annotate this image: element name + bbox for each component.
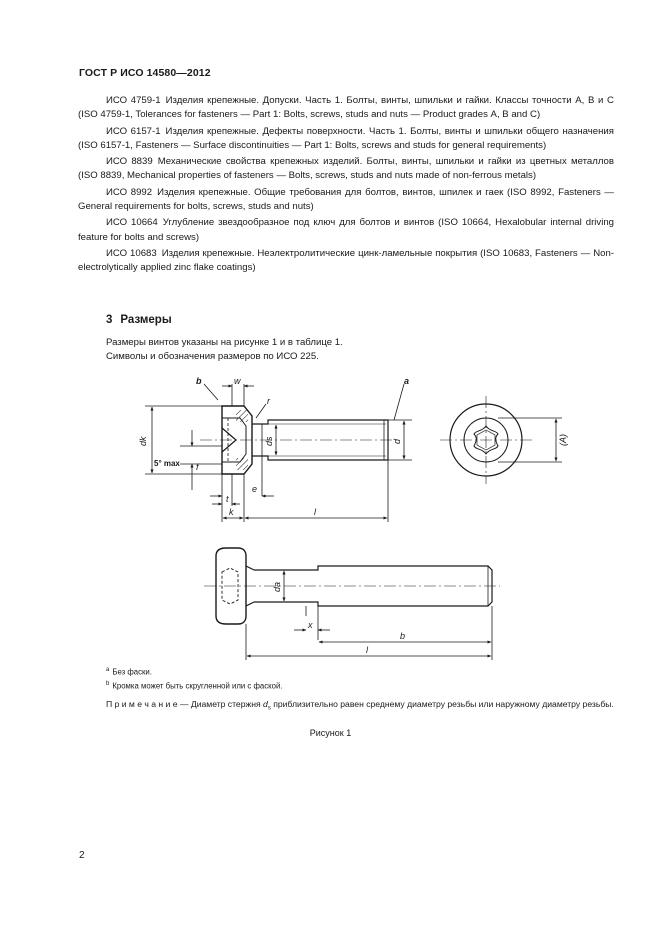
paragraph: Символы и обозначения размеров по ИСО 225. <box>106 351 319 362</box>
paragraph: Размеры винтов указаны на рисунке 1 и в таблице 1. <box>106 337 343 348</box>
figure-note <box>78 697 614 716</box>
dimension-lines-lower <box>246 571 492 660</box>
reference-text: Изделия крепежные. Неэлектролитические цинк-ламельные покрытия (ISO 10683, Fasteners — Non-electrolytically applied zinc flake coatings) <box>78 247 614 274</box>
reference-code: ИСО 10664 <box>106 217 158 229</box>
note-text-after: приблизительно равен среднему диаметру резьбы или наружному диаметру резьбы. <box>273 699 614 709</box>
dimension-lines-upper <box>145 384 412 522</box>
label-r: r <box>267 396 270 406</box>
footnote <box>106 667 152 677</box>
reference-code: ИСО 8992 <box>106 186 153 198</box>
footnote-text: Кромка может быть скругленной или с фаской. <box>112 681 283 691</box>
screw-end-view <box>440 396 562 484</box>
label-f: f <box>196 462 199 472</box>
section-number: 3 <box>106 314 113 326</box>
footnote-mark: b <box>106 681 110 687</box>
document-header: ГОСТ Р ИСО 14580—2012 <box>79 67 211 79</box>
note-symbol: d <box>263 699 268 709</box>
reference-text: Изделия крепежные. Допуски. Часть 1. Болты, винты, шпильки и гайки. Классы точности А, В и С (ISO 4759-1, Tolerances for fasteners — Part 1: Bolts, screws, studs and nuts — Product grades А, В and C) <box>78 95 614 121</box>
footnote-text: Без фаски. <box>112 667 152 677</box>
label-k: k <box>229 507 234 517</box>
label-da: da <box>272 581 282 592</box>
footnote <box>106 681 283 691</box>
reference-code: ИСО 4759-1 <box>106 95 161 106</box>
section-title: Размеры <box>120 314 172 326</box>
reference-code: ИСО 8839 <box>106 156 153 168</box>
label-x: x <box>308 620 313 630</box>
label-l: l <box>314 507 316 517</box>
label-e: e <box>252 484 258 494</box>
label-angle: 5° max <box>154 459 180 468</box>
page-number: 2 <box>79 850 85 861</box>
reference-text: Углубление звездообразное под ключ для болтов и винтов (ISO 10664, Hexalobular internal driving feature for bolts and screws) <box>78 217 614 243</box>
reference-text: Изделия крепежные. Дефекты поверхности. Часть 1. Болты, винты и шпильки общего назначения (ISO 6157-1, Fasteners — Surface discontinuities — Part 1: Bolts, screws and studs for general requirements) <box>78 125 614 151</box>
note-symbol-sub: s <box>267 705 271 712</box>
reference-code: ИСО 6157-1 <box>106 125 161 137</box>
reference-text: Механические свойства крепежных изделий. Болты, винты, шпильки и гайки из цветных металлов (ISO 8839, Mechanical properties of fasteners — Bolts, screws, studs and nuts made of non-ferrous metals) <box>78 156 614 182</box>
label-l-lower: l <box>366 645 368 655</box>
label-ds: ds <box>264 436 274 446</box>
label-A: (A) <box>558 434 568 446</box>
footnote-mark: a <box>106 667 110 673</box>
label-d: d <box>392 438 402 444</box>
reference-text: Изделия крепежные. Общие требования для болтов, винтов, шпилек и гаек (ISO 8992, Fasteners — General requirements for bolts, screws, studs and nuts) <box>78 186 614 213</box>
figure-caption: Рисунок 1 <box>309 728 352 738</box>
label-dk: dk <box>138 436 148 446</box>
label-t: t <box>226 494 229 504</box>
label-w: w <box>234 376 241 386</box>
note-text-before: Диаметр стержня <box>190 699 261 709</box>
label-a: a <box>404 376 410 386</box>
note-lead: П р и м е ч а н и е — <box>106 699 189 709</box>
reference-code: ИСО 10683 <box>106 247 157 259</box>
label-b-lower: b <box>400 631 406 641</box>
label-b: b <box>196 376 202 386</box>
